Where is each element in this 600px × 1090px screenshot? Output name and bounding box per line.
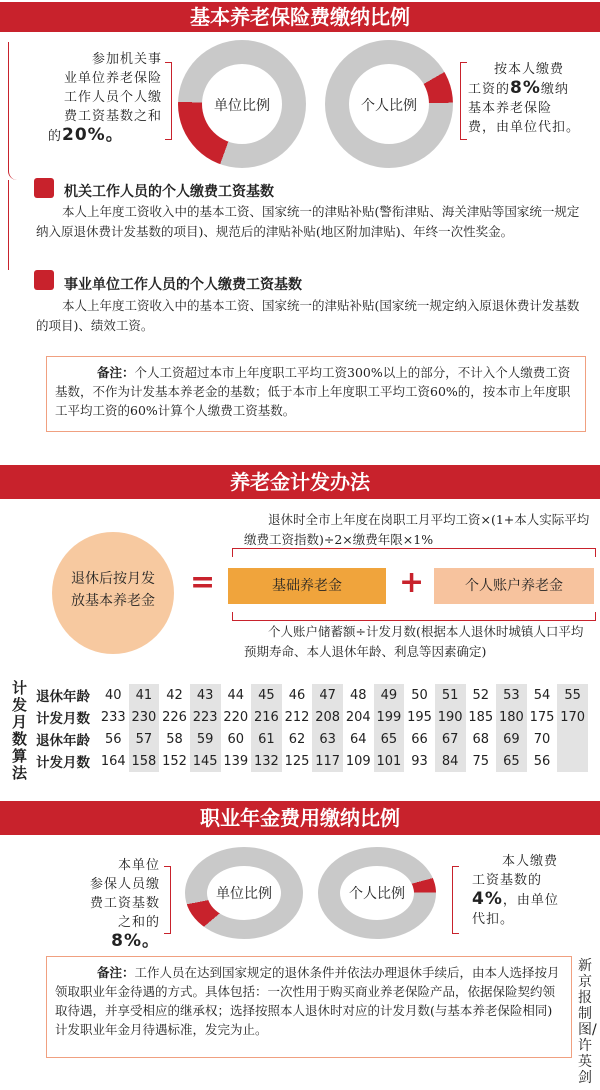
- payout-months-cell: 65: [496, 750, 527, 772]
- retire-age-cell: 67: [435, 728, 466, 750]
- sub1-body: 本人上年度工资收入中的基本工资、国家统一的津贴补贴(警衔津贴、海关津贴等国家统一规定纳入原退休费计发基数的项目)、规范后的津贴补贴(地区附加津贴)、年终一次性奖金。: [36, 204, 580, 239]
- sub2-body: 本人上年度工资收入中的基本工资、国家统一的津贴补贴(国家统一规定纳入原退休费计发基数的项目)、绩效工资。: [36, 298, 580, 333]
- payout-months-cell: 109: [345, 753, 371, 769]
- section1-banner: [0, 2, 600, 32]
- payout-months-cell: 220: [223, 709, 249, 725]
- retire-age-cell: 61: [251, 728, 282, 750]
- retire-age-cell: 49: [374, 684, 405, 706]
- retire-age-cell: 52: [472, 687, 490, 703]
- note2-box: [46, 956, 572, 1058]
- retire-age-cell: 47: [312, 684, 343, 706]
- payout-months-cell: 152: [162, 753, 187, 769]
- payout-months-cell: 204: [345, 709, 371, 725]
- retire-age-cell: 69: [496, 728, 527, 750]
- month-row-label: 计发月数: [36, 711, 90, 727]
- briefcase-icon: [34, 178, 54, 198]
- retire-age-cell: 41: [129, 684, 160, 706]
- sub1-title: 机关工作人员的个人缴费工资基数: [64, 184, 274, 200]
- payout-months-cell: 125: [284, 753, 310, 769]
- pension-circle-text: 退休后按月发放基本养老金: [71, 571, 155, 609]
- payout-months-cell: 185: [468, 709, 494, 725]
- payout-months-cell: 101: [374, 750, 405, 772]
- payout-months-cell: 170: [557, 706, 588, 728]
- formula-top: 退休时全市上年度在岗职工月平均工资×(1+本人实际平均缴费工资指数)÷2×缴费年限×1%: [244, 512, 590, 547]
- retire-age-cell: 63: [312, 728, 343, 750]
- section1-left-text: 参加机关事 业单位养老保险 工作人员个人缴 费工资基数之和 的20%。: [48, 52, 162, 145]
- annuity-unit-rate: 8%。: [111, 931, 160, 951]
- basic-pension-box: 基础养老金: [228, 568, 386, 604]
- payout-months-cell: 180: [496, 706, 527, 728]
- retire-age-cell: 65: [374, 728, 405, 750]
- retire-age-cell: 42: [166, 687, 183, 703]
- payout-months-cell: 132: [251, 750, 282, 772]
- section3-banner: [0, 801, 600, 835]
- note1-body: 个人工资超过本市上年度职工平均工资300%以上的部分，不计入个人缴费工资基数，不作为计发基本养老金的基数；低于本市上年度职工平均工资60%的，按本市上年度职工平均工资的60%计算个人缴费工资基数。: [55, 365, 571, 418]
- retire-age-cell: 58: [166, 731, 183, 747]
- payout-months-cell: 190: [435, 706, 466, 728]
- payout-months-cell: 226: [162, 709, 187, 725]
- retire-age-cell: 48: [350, 687, 367, 703]
- retire-age-cell: [557, 728, 588, 750]
- annuity-unit-donut: [185, 847, 303, 939]
- retire-age-cell: 51: [435, 684, 466, 706]
- note1-box: [46, 356, 586, 432]
- section2-banner: [0, 465, 600, 499]
- payout-months-cell: 216: [251, 706, 282, 728]
- section1-right-text: 按本人缴费 工资的8%缴纳 基本养老保险 费，由单位代扣。: [468, 62, 581, 135]
- personal-account-box: 个人账户养老金: [434, 568, 594, 604]
- month-row-label: 计发月数: [36, 755, 90, 771]
- retire-age-cell: 53: [496, 684, 527, 706]
- retire-age-cell: 40: [105, 687, 122, 703]
- retire-age-cell: 44: [227, 687, 245, 703]
- retire-age-cell: 62: [288, 731, 306, 747]
- payout-months-cell: 164: [100, 753, 126, 769]
- payout-months-cell: 117: [312, 750, 343, 772]
- payout-months-cell: 195: [407, 709, 432, 725]
- annuity-personal-label: 个人比例: [349, 886, 405, 902]
- retire-age-cell: 43: [190, 684, 221, 706]
- payout-months-cell: 230: [129, 706, 160, 728]
- personal-rate: 8%: [510, 78, 541, 98]
- unit-ratio-label: 单位比例: [214, 98, 270, 114]
- annuity-personal-rate: 4%: [472, 889, 503, 909]
- payout-months-cell: 84: [435, 750, 466, 772]
- section2-title: 养老金计发办法: [230, 470, 370, 494]
- payout-months-cell: 158: [129, 750, 160, 772]
- payout-months-cell: 75: [472, 753, 490, 769]
- sub2-title: 事业单位工作人员的个人缴费工资基数: [64, 277, 302, 293]
- personal-ratio-donut: [325, 40, 453, 168]
- unit-ratio-donut: [178, 40, 306, 168]
- retire-age-cell: 50: [411, 687, 428, 703]
- note2-label: 备注：: [97, 965, 135, 980]
- retire-age-cell: 45: [251, 684, 282, 706]
- age-row-label: 退休年龄: [36, 733, 90, 749]
- retire-age-cell: 66: [411, 731, 428, 747]
- section1-bracket: [8, 42, 17, 180]
- s3-right-bracket: [452, 866, 459, 934]
- retire-age-cell: 46: [288, 687, 306, 703]
- note1-label: 备注：: [97, 365, 135, 380]
- retire-age-cell: 56: [105, 731, 122, 747]
- retire-age-cell: 60: [227, 731, 245, 747]
- building-icon: [34, 270, 54, 290]
- section3-left-text: 本单位 参保人员缴 费工资基数 之和的 8%。: [89, 858, 160, 951]
- s3-left-bracket: [164, 866, 171, 934]
- section1-title: 基本养老保险费缴纳比例: [190, 5, 410, 29]
- retire-age-cell: 55: [557, 684, 588, 706]
- months-side-label: 计发月数算法: [12, 679, 28, 782]
- payout-months-cell: 93: [411, 753, 428, 769]
- months-table: [32, 684, 588, 772]
- retire-age-cell: 59: [190, 728, 221, 750]
- payout-months-cell: 223: [190, 706, 221, 728]
- retire-age-cell: 64: [350, 731, 367, 747]
- age-row-label: 退休年龄: [36, 689, 90, 705]
- note2-body: 工作人员在达到国家规定的退休条件并依法办理退休手续后，由本人选择按月领取职业年金待遇的方式。具体包括：一次性用于购买商业养老保险产品，依据保险契约领取待遇，并享受相应的继承权；选择按照本人退休时对应的计发月数(与基本养老保险相同)计发职业年金月待遇标准，发完为止。: [55, 965, 560, 1037]
- pension-circle: [52, 532, 174, 654]
- retire-age-cell: 68: [472, 731, 490, 747]
- payout-months-cell: [557, 750, 588, 772]
- equals-sign: =: [190, 565, 216, 600]
- payout-months-cell: 208: [312, 706, 343, 728]
- payout-months-cell: 233: [100, 709, 126, 725]
- annuity-personal-donut: [318, 847, 436, 939]
- annuity-unit-label: 单位比例: [216, 886, 272, 902]
- retire-age-cell: 70: [533, 731, 551, 747]
- left-text-bracket: [165, 62, 172, 140]
- section3-right-text: 本人缴费 工资基数的 4%，由单位 代扣。: [472, 854, 559, 927]
- formula-bottom: 个人账户储蓄额÷计发月数(根据本人退休时城镇人口平均预期寿命、本人退休年龄、利息等因素确定): [244, 624, 584, 659]
- payout-months-cell: 175: [529, 709, 555, 725]
- plus-sign: +: [399, 565, 425, 600]
- personal-ratio-label: 个人比例: [361, 98, 417, 114]
- formula-top-bracket: [232, 548, 596, 557]
- section3-title: 职业年金费用缴纳比例: [200, 806, 400, 830]
- right-text-bracket: [460, 62, 467, 140]
- formula-bottom-bracket: [232, 612, 596, 621]
- credit-text: 新京报制图/许英剑: [578, 958, 597, 1086]
- payout-months-cell: 145: [190, 750, 221, 772]
- retire-age-cell: 57: [129, 728, 160, 750]
- payout-months-cell: 212: [284, 709, 310, 725]
- unit-rate: 20%。: [62, 125, 124, 145]
- sub-bracket: [8, 180, 17, 270]
- payout-months-cell: 139: [223, 753, 249, 769]
- payout-months-cell: 56: [533, 753, 551, 769]
- retire-age-cell: 54: [533, 687, 551, 703]
- payout-months-cell: 199: [374, 706, 405, 728]
